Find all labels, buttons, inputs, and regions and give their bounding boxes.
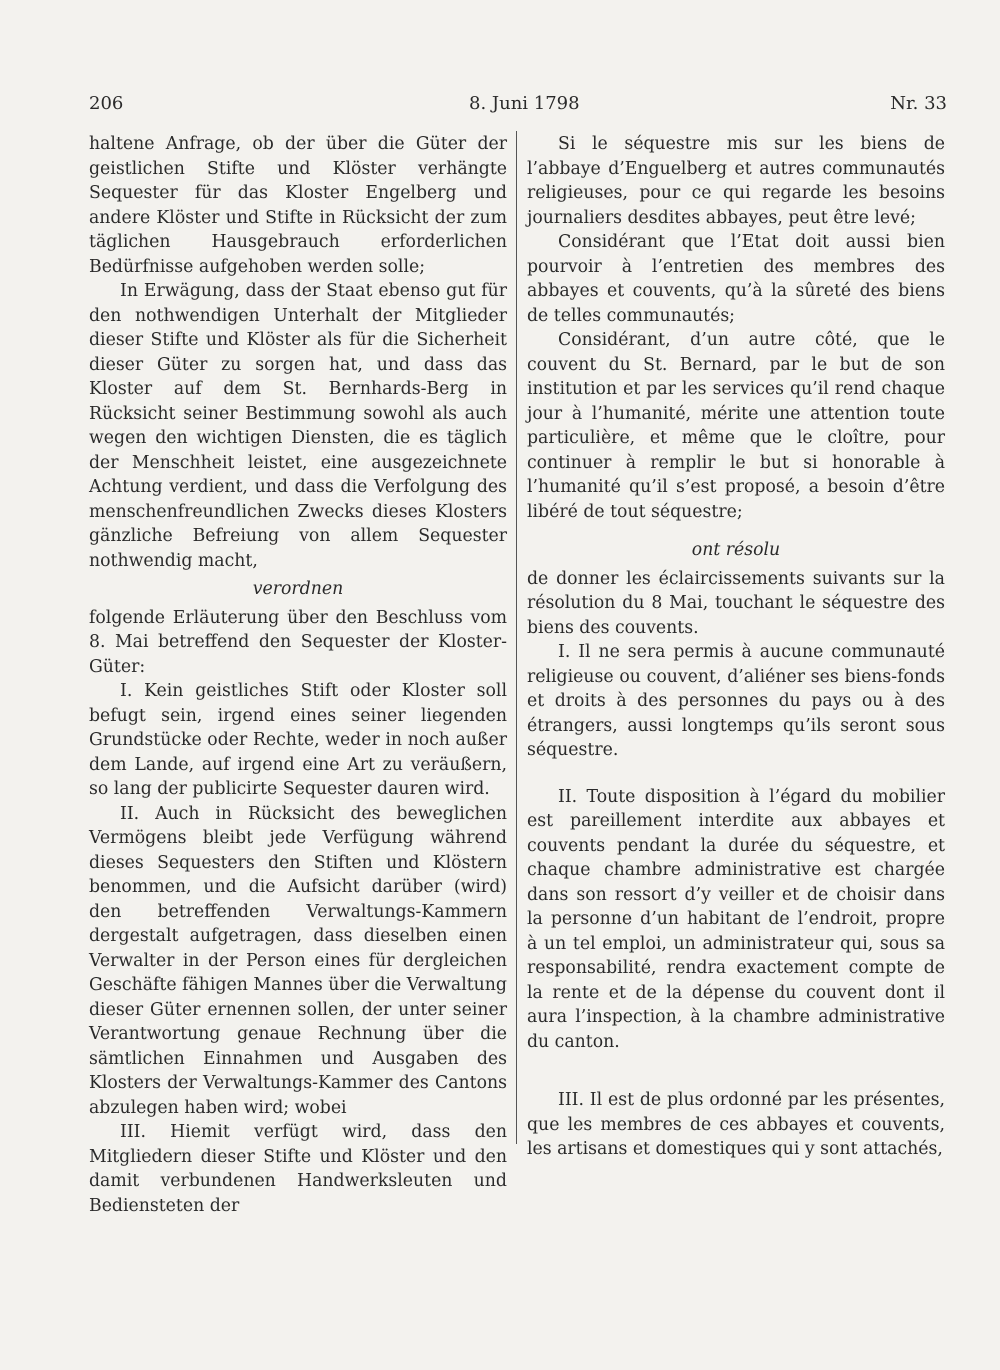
german-decree-heading: verordnen — [252, 579, 344, 599]
french-column — [527, 132, 945, 1162]
french-article-3: III. Il est de plus ordonné par les présentes, que les membres de ces abbayes et couvents, les artisans et domestiques qui y sont attachés, — [527, 1090, 945, 1159]
german-paragraph: folgende Erläuterung über den Beschluss vom 8. Mai betreffend den Sequester der Kloster-Güter: — [89, 607, 507, 677]
header-date: 8. Juni 1798 — [469, 93, 580, 114]
german-article-1: I. Kein geistliches Stift oder Kloster soll befugt sein, irgend eines seiner liegenden Grundstücke oder Rechte, weder in noch außer dem Lande, auf irgend eine Art zu veräußern, so lang der publicirte Sequester dauren wird. — [89, 681, 507, 799]
german-column — [89, 132, 507, 1218]
french-article-1: I. Il ne sera permis à aucune communauté religieuse ou couvent, d’aliéner ses biens-fonds et droits à des personnes du pays ou à des étrangers, aussi longtemps qu’ils seront sous séquestre. — [527, 642, 945, 760]
spacer — [527, 524, 945, 534]
french-decree-heading: ont résolu — [691, 540, 781, 560]
french-paragraph: Si le séquestre mis sur les biens de l’abbaye d’Enguelberg et autres communautés religieuses, pour ce qui regarde les besoins journaliers desdites abbayes, peut être levé; — [527, 134, 945, 228]
french-paragraph: Considérant, d’un autre côté, que le couvent du St. Bernard, par le but de son institution et par les services qu’il rend chaque jour à l’humanité, mérite une attention toute particulière, et même que le cloître, pour continuer à remplir le but si honorable à l’humanité qu’il s’est proposé, a besoin d’être libéré de tout séquestre; — [527, 330, 945, 522]
spacer — [527, 763, 945, 785]
spacer — [527, 1054, 945, 1088]
page-number: 206 — [89, 93, 124, 114]
column-divider — [516, 131, 517, 1144]
document-number: Nr. 33 — [890, 93, 947, 114]
german-paragraph: haltene Anfrage, ob der über die Güter der geistlichen Stifte und Klöster verhängte Sequester für das Kloster Engelberg und andere Klöster und Stifte in Rücksicht der zum täglichen Hausgebrauch erforderlichen Bedürfnisse aufgehoben werden solle; — [89, 134, 507, 277]
german-article-3: III. Hiemit verfügt wird, dass den Mitgliedern dieser Stifte und Klöster und den damit verbundenen Handwerksleuten und Bediensteten der — [89, 1122, 507, 1216]
french-article-2: II. Toute disposition à l’égard du mobilier est pareillement interdite aux abbayes et couvents pendant la durée du séquestre, et chaque chambre administrative est chargée dans son ressort d’y veiller et de choisir dans la personne d’un habitant de l’endroit, propre à un tel emploi, un administrateur qui, sous sa responsabilité, rendra exactement compte de la rente et de la dépense du couvent dont il aura l’inspection, à la chambre administrative du canton. — [527, 786, 945, 1052]
german-paragraph: In Erwägung, dass der Staat ebenso gut für den nothwendigen Unterhalt der Mitglieder dieser Stifte und Klöster als für die Sicherheit dieser Güter zu sorgen hat, und dass das Kloster auf dem St. Bernhards-Berg in Rücksicht seiner Bestimmung sowohl als auch wegen den wichtigen Diensten, die es täglich der Menschheit leistet, eine ausgezeichnete Achtung verdient, und dass die Verfolgung des menschenfreundlichen Zwecks dieses Klosters gänzliche Befreiung von allem Sequester nothwendig macht, — [89, 281, 507, 571]
german-article-2: II. Auch in Rücksicht des beweglichen Vermögens bleibt jede Verfügung während dieses Sequesters den Stiften und Klöstern benommen, und die Aufsicht darüber (wird) den betreffenden Verwaltungs-Kammern dergestalt aufgetragen, dass dieselben einen Verwalter in der Person eines für dergleichen Geschäfte fähigen Mannes über die Verwaltung dieser Güter ernennen sollen, der unter seiner Verantwortung genaue Rechnung über die sämtlichen Einnahmen und Ausgaben des Klosters der Verwaltungs-Kammer des Cantons abzulegen haben wird; wobei — [89, 803, 507, 1118]
french-paragraph: Considérant que l’Etat doit aussi bien pourvoir à l’entretien des membres des abbayes et couvents, qu’à la sûreté des biens de telles communautés; — [527, 232, 945, 326]
page-header — [89, 93, 947, 123]
french-paragraph: de donner les éclaircissements suivants sur la résolution du 8 Mai, touchant le séquestre des biens des couvents. — [527, 568, 945, 638]
